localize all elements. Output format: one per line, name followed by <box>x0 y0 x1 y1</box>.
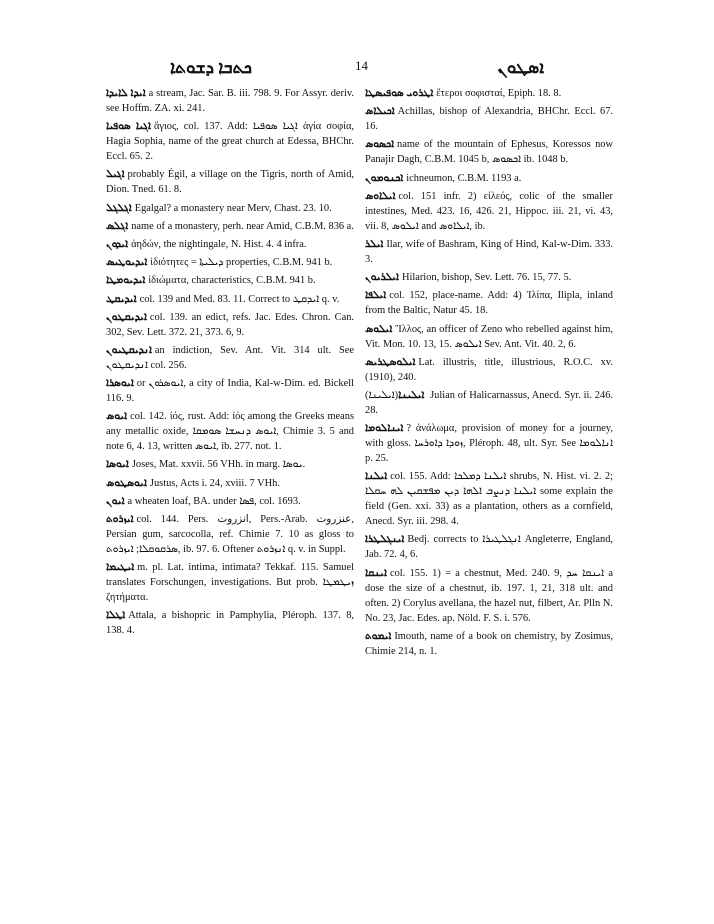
entry-text: Joses, Mat. xxvii. 56 VHh. in marg. ܝܘܣܐ. <box>131 459 306 471</box>
entry-text: m. pl. Lat. intima, intimata? Tekkaf. 115. Samuel translates Forschungen, investigations. But prob. ܙܝܛܡܛܐ ζητήματα. <box>106 562 354 604</box>
dictionary-entry <box>365 322 613 352</box>
entry-text: an indiction, Sev. Ant. Vit. 314 ult. See ܐܢܕܝܩܛܘܢ col. 256. <box>106 344 354 371</box>
entry-headword: ܐܓܝܠ <box>106 169 125 181</box>
entry-text: Imouth, name of a book on chemistry, by Zosimus, Chimie 214, n. 1. <box>365 630 613 657</box>
entry-headword: ܐܝܠܦܐ <box>365 290 387 302</box>
entry-text: ichneumon, C.B.M. 1193 a. <box>406 172 522 184</box>
entry-text: ἀηδών, the nightingale, N. Hist. 4. 4 infra. <box>131 238 307 250</box>
entry-headword: ܐܟܢܘܡܘܢ <box>365 172 404 184</box>
running-head-left: ܟܬܒܐ ܕܫܘܬܐ <box>170 58 252 77</box>
entry-text: col. 139. an edict, refs. Jac. Edes. Chron. Can. 302, Sev. Lett. 372. 21, 373. 6, 9. <box>106 311 354 338</box>
dictionary-entry <box>365 421 613 466</box>
entry-headword: ܐܓܠܣ <box>106 220 129 232</box>
entry-text: name of a monastery, perh. near Amid, C.B.M. 836 a. <box>131 220 354 232</box>
dictionary-entry <box>365 104 613 134</box>
entry-text: a stream, Jac. Sar. B. iii. 798. 9. For Assyr. deriv. see Hoffm. ZA. xi. 241. <box>106 88 355 114</box>
entry-text: Hilarion, bishop, Sev. Lett. 76. 15, 77. 5. <box>401 272 572 284</box>
left-column <box>106 86 354 642</box>
dictionary-entry <box>365 355 613 385</box>
entry-text: ? ἀνάλωμα, provision of money for a journey, with gloss. ܙܘܕܐ ܕܐܘܪܚܐ, Pléroph. 48, ult. Syr. See ܐܢܐܠܘܡܐ p. 25. <box>365 423 613 465</box>
entry-text: Egalgal? a monastery near Merv, Chast. 23. 10. <box>134 202 332 214</box>
entry-text: or ܐܝܘܣܪܘܢ, a city of India, Kal-w-Dim. ed. Bickell 116. 9. <box>106 378 354 405</box>
dictionary-entry <box>106 86 354 116</box>
entry-headword: ܐܟܝܠܐܣ <box>365 106 395 118</box>
entry-headword: ܐܝܢܩܐ <box>365 567 387 579</box>
entry-text: Lat. illustris, title, illustrious, R.O.C. xv. (1910), 240. <box>365 356 613 383</box>
entry-headword: ܐܝܘܣܪܐ <box>106 378 134 390</box>
entry-text: probably Égil, a village on the Tigris, north of Amid, Dion. Tned. 61. 8. <box>106 169 354 196</box>
dictionary-entry <box>106 219 354 234</box>
dictionary-entry <box>365 270 613 285</box>
entry-text: Justus, Acts i. 24, xviii. 7 VHh. <box>149 477 280 489</box>
entry-text: ἅγιος, col. 137. Add: ܐܓܝܐ ܣܘܦܝܐ ἁγία σοφία, Hagia Sophia, name of the great church at Edessa, BHChr. Eccl. 65. 2. <box>106 121 354 163</box>
entry-text: Ἴλλος, an officer of Zeno who rebelled against him, Vit. Mon. 10. 13, 15. ܐܝܠܘܣ Sev. Ant. Vit. 40. 2, 6. <box>365 323 613 350</box>
entry-text: name of the mountain of Ephesus, Koressos now Panajir Dagh, C.B.M. 1045 b, ܐܟܣܘܣ ib. 1048 b. <box>365 139 613 166</box>
dictionary-entry <box>106 119 354 164</box>
entry-text: (ܐܝܠܝܢܐ) Julian of Halicarnassus, Anecd. Syr. ii. 246. 28. <box>365 389 613 416</box>
dictionary-entry <box>106 292 354 307</box>
entry-headword: ܐܝܘܣܛܘܣ <box>106 477 147 489</box>
entry-headword: ܐܝܕܝܩܛܘܢ <box>106 311 147 323</box>
dictionary-entry <box>106 201 354 216</box>
dictionary-entry <box>365 629 613 659</box>
entry-text: ἰδιότητες = ܕܝܠܝܬܐ properties, C.B.M. 941 b. <box>150 257 333 269</box>
dictionary-entry <box>365 566 613 626</box>
dictionary-entry <box>106 273 354 288</box>
page-number: 14 <box>355 58 368 73</box>
entry-text: col. 144. Pers. انزروت, Pers.-Arab. عنزروت, Persian gum, sarcocolla, ref. Chimie 7. 10 as gloss to ܣܪܩܘܩܠܐ; ܐܝܙܪܘܬ, ib. 97. 6. Oftener ܐܢܙܪܘܬ q. v. in Suppl. <box>106 514 354 555</box>
entry-headword: ܐܝܘܣ <box>106 411 128 423</box>
dictionary-entry <box>106 476 354 491</box>
dictionary-entry <box>106 608 354 638</box>
dictionary-entry <box>365 189 613 234</box>
entry-text: ἕτεροι σοφισταί, Epiph. 18. 8. <box>436 88 562 99</box>
entry-headword: ܐܝܘܢ <box>106 495 125 507</box>
entry-headword: ܐܝܕܐ ܠܐܝܕܐ <box>106 88 146 99</box>
entry-text: ἰδιώματα, characteristics, C.B.M. 941 b. <box>148 275 316 287</box>
entry-text: col. 155. 1) = a chestnut, Med. 240. 9, ܐܝܢܩܐ ܚܕ a dose the size of a chestnut, ib. 197. 1, 21, 318 ult. and often. 2) Corylus avellana, the hazel nut, filbert, Ar. Plln N. No. 23, Jac. Edes. ap. Nöld. F. S. i. 576. <box>365 567 613 624</box>
entry-headword: ܐܝܠܝܢܐ <box>398 389 425 401</box>
entry-text: col. 152, place-name. Add: 4) Ἰλίπα, Ilipla, inland from the Baltic, Natur 45. 18. <box>365 290 613 317</box>
entry-headword: ܐܝܠܪܝܘܢ <box>365 272 399 284</box>
dictionary-entry <box>106 409 354 454</box>
dictionary-entry <box>106 237 354 252</box>
entry-headword: ܐܢܕܝܩܛܝܘܢ <box>106 344 152 356</box>
dictionary-entry <box>106 560 354 605</box>
dictionary-entry <box>106 343 354 373</box>
dictionary-entry <box>365 237 613 267</box>
dictionary-entry <box>106 376 354 406</box>
dictionary-entry <box>106 494 354 509</box>
dictionary-entry <box>365 288 613 318</box>
page-header <box>112 58 602 80</box>
dictionary-entry <box>106 255 354 270</box>
entry-text: a wheaten loaf, BA. under ܦܣܐ, col. 1693. <box>127 495 301 507</box>
right-column <box>365 86 613 662</box>
entry-headword: ܐܝܕܝܩܛ <box>106 293 137 305</box>
entry-headword: ܐܝܠܪ <box>365 238 384 250</box>
entry-headword: ܐܝܠܘܣܛܪܝܣ <box>365 356 416 368</box>
entry-headword: ܐܝܙܪܘܬ <box>106 514 134 525</box>
dictionary-entry <box>106 457 354 472</box>
entry-text: col. 142. ἰός, rust. Add: ἰός among the Greeks means any metallic oxide, ܐܝܘܣ ܕܢܚܫܐ ܣܘܡܩܐ, Chimie 3. 5 and note 6, 4. 13, written ܐܝܘܣ, ib. 277. not. 1. <box>106 411 354 453</box>
entry-headword: ܐܝܡܘܬ <box>365 630 392 642</box>
entry-text: col. 155. Add: ܐܝܠܢܐ ܕܡܠܟܐ shrubs, N. Hist. vi. 2. 2; ܐܝܠܢܐ ܕܢܨܒ ܐܠܗܐ ܕܝܢ ܡܦܫܩܝܢ ܠܗ ܚܩܠܐ some explain the field (Gen. xxi. 33) as a plantation, others as a cornfield, Anecd. Syr. iii. 298. 4. <box>365 471 613 528</box>
entry-headword: ܐܟܣܘܣ <box>365 139 395 151</box>
dictionary-entry <box>365 469 613 529</box>
entry-headword: ܐܛܠܐ <box>106 610 126 622</box>
entry-text: Achillas, bishop of Alexandria, BHChr. Eccl. 67. 16. <box>365 106 613 133</box>
entry-text: Ilar, wife of Bashram, King of Hind, Kal-w-Dim. 333. 3. <box>365 238 613 265</box>
entry-text: col. 139 and Med. 83. 11. Correct to ܐܝܕܩܛ q. v. <box>139 293 340 305</box>
entry-headword: ܐܝܕܝܘܛܝܣ <box>106 257 148 269</box>
dictionary-entry <box>365 171 613 186</box>
dictionary-entry <box>106 310 354 340</box>
entry-headword: ܐܝܛܝܡܐ <box>106 562 135 574</box>
entry-headword: ܐܝܢܓܠܛܪܐ <box>365 534 405 546</box>
entry-text: Attala, a bishopric in Pamphylia, Pléroph. 137. 8, 138. 4. <box>106 610 354 637</box>
entry-headword: ܐܝܢܐܠܘܡܐ <box>365 423 404 435</box>
entry-headword: ܐܝܠܘܣ <box>365 323 393 335</box>
entry-headword: ܐܓܠܓܠ <box>106 202 132 214</box>
entry-headword: ܐܝܠܢܐ <box>365 471 388 483</box>
dictionary-entry <box>365 86 613 101</box>
entry-headword: ܐܝܘܣܐ <box>106 459 129 471</box>
entry-headword: ܐܛܪܘܝ ܣܘܦܝܣܛܐ <box>365 88 434 99</box>
entry-headword: ܐܝܕܝܘܡܛܐ <box>106 275 146 287</box>
dictionary-entry <box>106 512 354 557</box>
entry-headword: ܐܓܝܐ ܣܘܦܝܐ <box>106 121 151 133</box>
entry-text: Bedj. corrects to ܐܢܓܠܛܝܪܐ Angleterre, England, Jab. 72. 4, 6. <box>365 534 613 561</box>
entry-headword: ܐܝܕܘܢ <box>106 238 129 250</box>
dictionary-entry <box>365 137 613 167</box>
entry-headword: ܐܝܠܐܘܣ <box>365 190 396 202</box>
dictionary-entry <box>365 532 613 562</box>
running-head-right: ܐܣܛܘܢ <box>497 58 544 77</box>
entry-text: col. 151 infr. 2) εἰλεός, colic of the smaller intestines, Med. 423. 16, 426. 21, Hippoc. iii. 21, vi. 43, vii. 8, ܐܝܠܘܣ and ܐܝܠܐܘܣ, ib. <box>365 190 613 232</box>
dictionary-entry <box>365 388 613 418</box>
dictionary-entry <box>106 167 354 197</box>
